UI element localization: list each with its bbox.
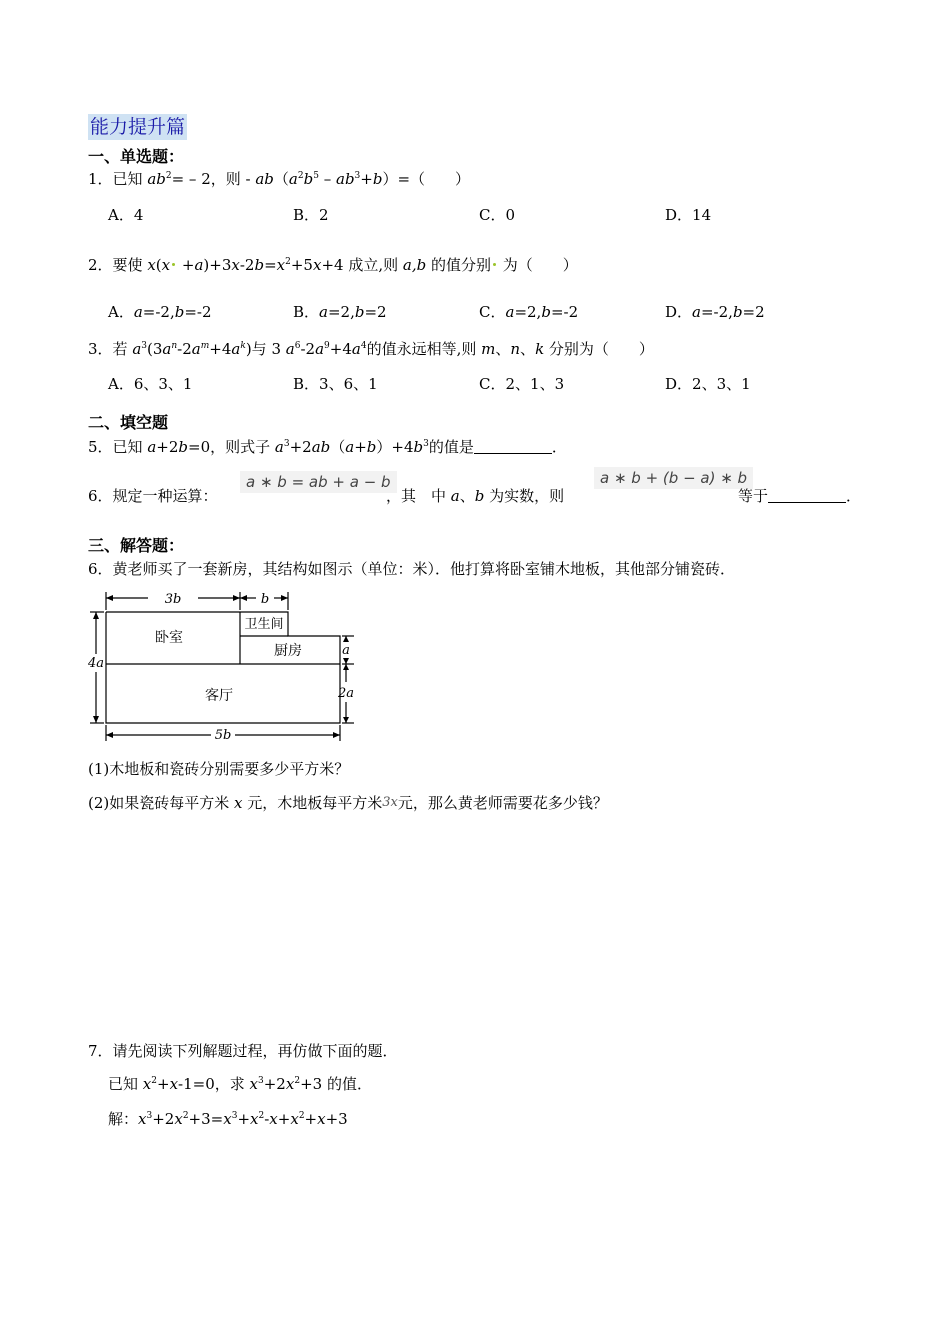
dim-label-3b: 3b: [164, 592, 182, 607]
question-1: 1．已知 $ab^2= - 2$，则 - $ab(a^2b^5 - ab^3+b)=$（ ）: [88, 170, 471, 188]
question-6-house: 6．黄老师买了一套新房，其结构如图示（单位：米）．他打算将卧室铺木地板，其他部分铺瓷砖．: [88, 560, 736, 578]
q1-option-c: C．0: [479, 206, 516, 224]
operation-expression-formula: a ∗ b + (b − a) ∗ b: [594, 467, 753, 489]
question-3: 3．若 $a^3(3a^n-2a^m+4a^k)$与 3 $a^6-2a^9+4a^4$的值永远相等,则 m、n、k 分别为（ ）: [88, 340, 654, 358]
room-label-kitchen: 厨房: [274, 643, 302, 659]
question-6-operation-label: 6．规定一种运算：: [88, 487, 218, 505]
dim-label-a: a: [342, 643, 350, 658]
question-6-middle-text: ，其 中 a、b 为实数，则: [386, 487, 565, 505]
house-outline: [106, 612, 340, 723]
q1-option-d: D．14: [665, 206, 712, 224]
operation-definition-formula: a ∗ b = ab + a − b: [240, 471, 397, 493]
floor-plan-diagram: [86, 586, 358, 746]
q3-option-a: A．6、3、1: [108, 375, 193, 393]
question-5: 5．已知 a+2b=0，则式子 $a^3+2ab(a+b)+4b^3$的值是 ．: [88, 438, 567, 456]
room-label-living: 客厅: [205, 688, 233, 704]
section-heading-single-choice: 一、单选题：: [88, 147, 185, 166]
q3-option-b: B．3、6、1: [293, 375, 378, 393]
question-7-solution: 解：$x^3+2x^2+3=x^3+x^2-x+x^2+x+3$: [108, 1110, 348, 1128]
marker-dot: [493, 263, 496, 266]
q3-option-c: C．2、1、3: [479, 375, 565, 393]
marker-dot: [172, 263, 175, 266]
question-7-given: 已知 $x^2+x-1=0$，求 $x^3+2x^2+3$ 的值．: [108, 1075, 372, 1093]
section-heading-fill-blank: 二、填空题: [88, 413, 169, 432]
q1-option-a: A．4: [108, 206, 144, 224]
room-label-bathroom: 卫生间: [244, 617, 284, 632]
q2-option-a: A．a=-2,b=-2: [108, 303, 212, 321]
q2-option-d: D．a=-2,b=2: [665, 303, 765, 321]
question-6-sub-2: (2)如果瓷砖每平方米 x 元，木地板每平方米3x元，那么黄老师需要花多少钱？: [88, 794, 608, 812]
q3-option-d: D．2、3、1: [665, 375, 751, 393]
question-6-tail: 等于 ．: [738, 487, 862, 505]
question-2: 2．要使 $x(x +a)+3x-2b=x^2+5x+4$ 成立,则 a,b 的值分别 为（ ）: [88, 256, 578, 274]
dim-label-5b: 5b: [214, 728, 232, 743]
dim-label-b: b: [260, 592, 270, 607]
dim-label-4a: 4a: [87, 656, 105, 671]
room-label-bedroom: 卧室: [155, 630, 183, 646]
q2-option-c: C．a=2,b=-2: [479, 303, 579, 321]
dim-label-2a: 2a: [337, 686, 355, 701]
section-heading-solve: 三、解答题：: [88, 536, 185, 555]
answer-blank: [768, 488, 846, 503]
question-7: 7．请先阅读下列解题过程，再仿做下面的题．: [88, 1042, 398, 1060]
q2-option-b: B．a=2,b=2: [293, 303, 387, 321]
answer-blank: [474, 439, 552, 454]
question-6-sub-1: (1)木地板和瓷砖分别需要多少平方米？: [88, 760, 350, 778]
q1-option-b: B．2: [293, 206, 329, 224]
page-title: 能力提升篇: [90, 116, 186, 138]
